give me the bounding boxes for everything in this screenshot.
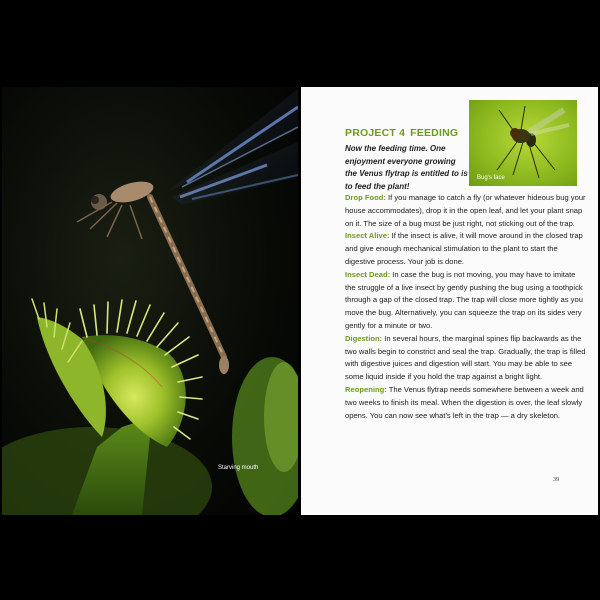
intro-text: Now the feeding time. One enjoyment everyone growing the Venus flytrap is entitled to is to feed the plant!: [345, 144, 468, 191]
left-page-photo: [2, 87, 298, 515]
section-insect-alive: [345, 230, 587, 268]
right-page: [301, 87, 598, 515]
section-text: The Venus flytrap needs somewhere between a week and two weeks to finish its meal. When the digestion is over, the leaf slowly opens. You can now see what's left in the trap — a dry skeleton.: [345, 384, 584, 420]
section-digestion: [345, 333, 587, 384]
section-insect-dead: [345, 269, 587, 333]
dragonfly-flytrap-photo: [2, 87, 298, 515]
section-text: In several hours, the marginal spines flip backwards as the two walls begin to constrict and seal the trap. Gradually, the trap is filled with digestive juices and digestion will start. You may be able to see some liquid inside if you hold the trap against a bright light.: [345, 333, 586, 382]
term-label: Insect Alive:: [345, 231, 390, 241]
section-text: In case the bug is not moving, you may have to imitate the struggle of a live insect by gently pushing the bug using a toothpick through a gap of the closed trap. The trap will close more tightly as you move the bug. Alternatively, you can squeeze the trap on its sides very gently for a minute or two.: [345, 269, 583, 330]
term-label: Drop Food:: [345, 193, 386, 202]
fly-icon: [469, 100, 577, 186]
term-label: Insect Dead:: [345, 269, 391, 279]
inset-caption: Bug's face: [477, 175, 505, 181]
book-spread: [2, 87, 598, 515]
section-drop-food: [345, 192, 587, 230]
project-title: FEEDING: [410, 127, 459, 139]
term-label: Digestion:: [345, 333, 383, 343]
section-text: If you manage to catch a fly (or whatever hideous bug your house accommodates), drop it in the open leaf, and let your plant snap on it. The size of a bug must be just right, not sticking out of the trap.: [345, 193, 586, 228]
term-label: Reopening:: [345, 384, 387, 394]
bug-face-photo: [469, 100, 577, 186]
page-number: 39: [553, 477, 559, 483]
section-text: If the insect is alive, it will move around in the closed trap and give enough mechanical stimulation to the plant to start the digestive process. Your job is done.: [345, 231, 583, 266]
project-label: PROJECT 4: [345, 127, 406, 139]
section-reopening: [345, 384, 587, 422]
photo-caption: Starving mouth: [218, 465, 259, 471]
project-heading: [345, 127, 463, 139]
body-text: [345, 192, 587, 422]
